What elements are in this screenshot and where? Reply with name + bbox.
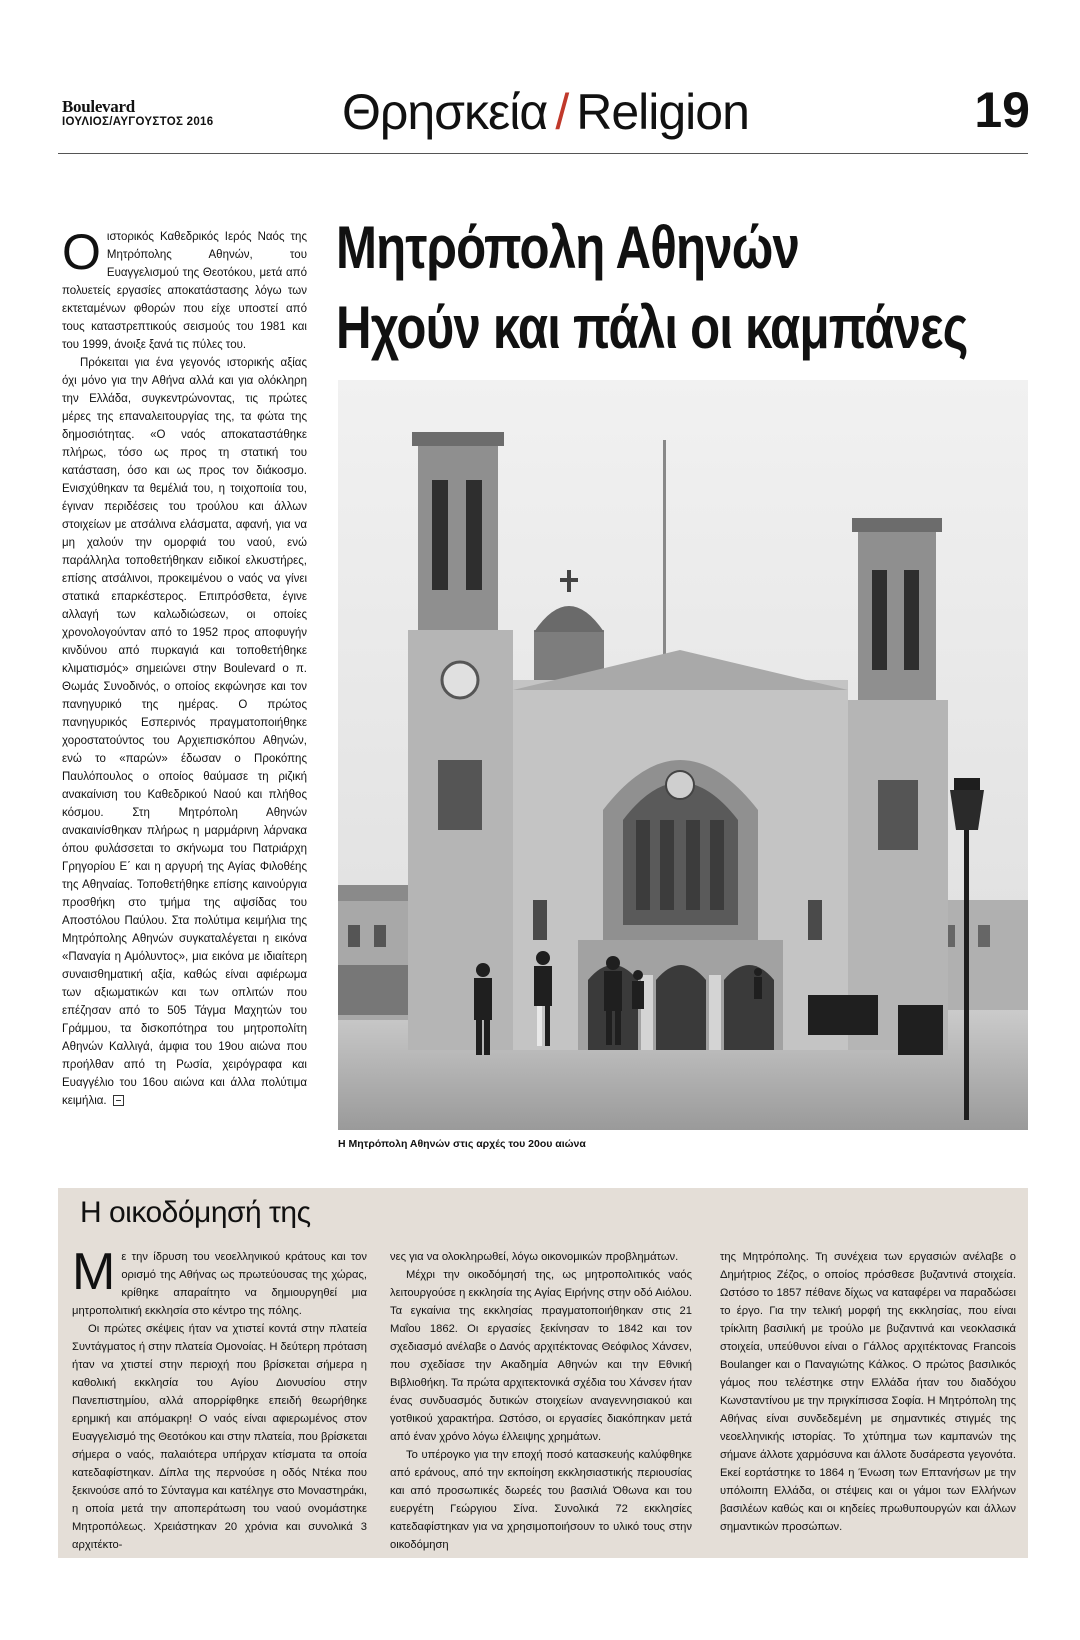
photo-caption: Η Μητρόπολη Αθηνών στις αρχές του 20ου αιώνα bbox=[338, 1138, 586, 1150]
article-paragraph-text: ιστορικός Καθεδρικός Ιερός Ναός της Μητρόπολης Αθηνών, του Ευαγγελισμού της Θεοτόκου, μετά από πολυετείς εργασίες αποκατάστασης λόγω των εκτεταμένων φθορών που είχε υποστεί από τους καταστρεπτικούς σεισμούς του 1981 και του 1999, άνοιξε ξανά τις πύλες του. bbox=[62, 231, 307, 351]
drop-cap: Μ bbox=[72, 1243, 116, 1301]
section-title-english: Religion bbox=[576, 84, 749, 140]
sidebar-column-3 bbox=[720, 1248, 1016, 1536]
headline-line-2: Ηχούν και πάλι οι καμπάνες bbox=[336, 294, 968, 361]
header-divider bbox=[58, 153, 1028, 154]
sidebar-paragraph: νες για να ολοκληρωθεί, λόγω οικονομικών προβλημάτων. bbox=[390, 1251, 679, 1263]
issue-date: ΙΟΥΛΙΟΣ/ΑΥΓΟΥΣΤΟΣ 2016 bbox=[62, 116, 214, 128]
sidebar-paragraph: Οι πρώτες σκέψεις ήταν να χτιστεί κοντά στην πλατεία Συντάγματος ή στην πλατεία Ομονοίας. Η δεύτερη πρόταση ήταν να χτιστεί στην περιοχή που βρίσκεται σήμερα η καθολική εκκλησία του Αγίου Διονυσίου στην Πανεπιστημίου, αλλά απορρίφθηκε επειδή θεωρήθηκε ερημική και απόμακρη! Ο ναός είναι αφιερωμένος στον Ευαγγελισμό της Θεοτόκου και στην πλατεία, που βρίσκεται σήμερα ο ναός, παλαιότερα υπήρχαν κτίσματα τα οποία κατεδαφίστηκαν. Δίπλα της περνούσε η οδός Ντέκα που ξεκινούσε από το Σύνταγμα και κατέληγε στο Μοναστηράκι, η οποία μετά την αποπεράτωση του ναού ονομάστηκε Μητροπόλεως. Χρειάστηκαν 20 χρόνια και συνολικά 3 αρχιτέκτο- bbox=[72, 1323, 367, 1551]
section-title bbox=[342, 82, 749, 142]
article-paragraph-text: Πρόκειται για ένα γεγονός ιστορικής αξίας όχι μόνο για την Αθήνα αλλά και για ολόκληρη την Ελλάδα, συγκεντρώνοντας, τις πρώτες μέρες της επαναλειτουργίας της, τα φώτα της δημοσιότητας. «Ο ναός αποκαταστάθηκε πλήρως, τόσο ως προς τη στατική του κατάσταση, όσο και ως προς τον διάκοσμο. Ενισχύθηκαν τα θεμέλιά του, η τοιχοποιία του, έγιναν περιδέσεις του τρούλου και άλλων στοιχείων με ατσάλινα ελάσματα, αφανή, για να μη χαλούν την ομορφιά του ναού, ενώ παράλληλα τοποθετήθηκαν ειδικοί ελκυστήρες, επίσης ατσάλινοι, προκειμένου ο ναός να γίνει στατικά επαρκέστερος. Επιπρόσθετα, έγινε αλλαγή των καλωδιώσεων, οι οποίες χρονολογούνταν από το 1952 προς αποφυγήν κινδύνου από πυρκαγιά και τοποθετήθηκε κλιματισμός» σημειώνει στην Boulevard ο π. Θωμάς Συνοδινός, ο οποίος εκφώνησε και τον πανηγυρικό της ημέρας. Ο πρώτος πανηγυρικός Εσπερινός πραγματοποιήθηκε χοροστατούντος του Αρχιεπισκόπου Αθηνών, ενώ το «παρών» έδωσαν ο Προκόπης Παυλόπουλος ο οποίος θαύμασε τη ριζική ανακαίνιση του Καθεδρικού Ναού και πλήθος κόσμου. Στη Μητρόπολη Αθηνών ανακαινίσθηκαν πλήρως η μαρμάρινη λάρνακα όπου φυλάσσεται το σκήνωμα του Πατριάρχη Γρηγορίου Ε΄ και η αργυρή της Αγίας Φιλοθέης της Αθηναίας. Τοποθετήθηκε επίσης καινούργια προσθήκη στο τμήμα της αψσίδας του Αποστόλου Παύλου. Στα πολύτιμα κειμήλια της Μητρόπολης Αθηνών συγκαταλέγεται η εικόνα «Παναγία η Αμόλυντος», μια εικόνα με ιδιαίτερη συναισθηματική αξία, καθώς είναι αφιέρωμα των αξιωματικών και των οπλιτών που επέζησαν από το 505 Τάγμα Μαχητών του Γράμμου, τα δισκοπότηρα του μητροπολίτη Αθηνών Καλλιγά, άμφια του 19ου αιώνα που προήλθαν από τη Ρωσία, χειρόγραφα και Ευαγγέλιο του 16ου αιώνα και άλλα πολύτιμα κειμήλια. bbox=[62, 357, 307, 1107]
sidebar-column-1 bbox=[72, 1243, 367, 1554]
article-paragraph bbox=[62, 224, 307, 354]
end-of-article-icon bbox=[113, 1095, 124, 1106]
sidebar-column-2 bbox=[390, 1248, 692, 1554]
sidebar-paragraph bbox=[72, 1243, 367, 1320]
section-separator: / bbox=[555, 84, 569, 140]
sidebar-paragraph: της Μητρόπολης. Τη συνέχεια των εργασιών ανέλαβε ο Δημήτριος Ζέζος, ο οποίος πρόσθεσε βυζαντινά στοιχεία. Ωστόσο το 1857 πέθανε δίχως να καταφέρει να παραδώσει το έργο. Για την τελική μορφή της εκκλησίας, που είναι τρίκλιτη βασιλική με τρούλο με βυζαντινά και νεοκλασικά στοιχεία, υπεύθυνοι είναι ο Γάλλος αρχιτέκτονας Francois Boulanger και ο Παναγιώτης Κάλκος. Ο πρώτος βασιλικός γάμος που τελέστηκε στην Ελλάδα ήταν του διαδόχου Κωνσταντίνου με την πριγκίπισσα Σοφία. Η Μητρόπολη της Αθήνας είναι συνδεδεμένη με σημαντικές στιγμές της νεοελληνικής ιστορίας. Το χτύπημα των καμπανών της σήμανε άλλοτε χαρμόσυνα και άλλοτε δυσάρεστα γεγονότα. Εκεί εορτάστηκε το 1864 η Ένωση των Επτανήσων με την υπόλοιπη Ελλάδα, οι στέψεις και οι γάμοι των Ελλήνων βασιλέων καθώς και οι κηδείες πρωθυπουργών και άλλων σημαντικών προσώπων. bbox=[720, 1251, 1016, 1533]
sidebar-paragraph-text: ε την ίδρυση του νεοελληνικού κράτους και τον ορισμό της Αθήνας ως πρωτεύουσας της χώρας, κρίθηκε απαραίτητο να δημιουργηθεί μια μητροπολιτική εκκλησία στο κέντρο της πόλης. bbox=[72, 1251, 367, 1317]
sidebar-title: Η οικοδόμησή της bbox=[80, 1196, 311, 1229]
article-paragraph bbox=[62, 354, 307, 1110]
section-title-greek: Θρησκεία bbox=[342, 84, 548, 140]
article-body bbox=[62, 224, 307, 1110]
headline bbox=[336, 208, 968, 368]
sidebar-paragraph: Το υπέρογκο για την εποχή ποσό κατασκευής καλύφθηκε από εράνους, από την εκποίηση εκκλησιαστικής περιουσίας και από προσωπικές δωρεές του βασιλιά Όθωνα και του ευεργέτη Γεώργιου Σίνα. Συνολικά 72 εκκλησίες κατεδαφίστηκαν για να χρησιμοποιήσουν το υλικό τους στην οικοδόμηση bbox=[390, 1449, 692, 1551]
headline-line-1: Μητρόπολη Αθηνών bbox=[336, 214, 800, 281]
page-number: 19 bbox=[974, 82, 1030, 138]
drop-cap: Ο bbox=[62, 224, 101, 280]
cathedral-photo bbox=[338, 380, 1028, 1130]
brand-logo: Boulevard bbox=[62, 97, 135, 116]
sidebar-paragraph: Μέχρι την οικοδόμησή της, ως μητροπολιτικός ναός λειτουργούσε η εκκλησία της Αγίας Ειρήνης στην οδό Αιόλου. Τα εγκαίνια της εκκλησίας πραγματοποιήθηκαν στις 21 Μαΐου 1862. Οι εργασίες ξεκίνησαν το 1842 και τον σχεδιασμό ανέλαβε ο Δανός αρχιτέκτονας Θεόφιλος Χάνσεν, που σχεδίασε την Ακαδημία Αθηνών και την Εθνική Βιβλιοθήκη. Τα πρώτα αρχιτεκτονικά σχέδια του Χάνσεν ήταν ένας συνδυασμός δυτικών στοιχείων αναγεννησιακού και γοτθικού χαρακτήρα. Ωστόσο, οι εργασίες διακόπηκαν μετά από έναν χρόνο λόγω έλλειψης χρημάτων. bbox=[390, 1269, 692, 1443]
